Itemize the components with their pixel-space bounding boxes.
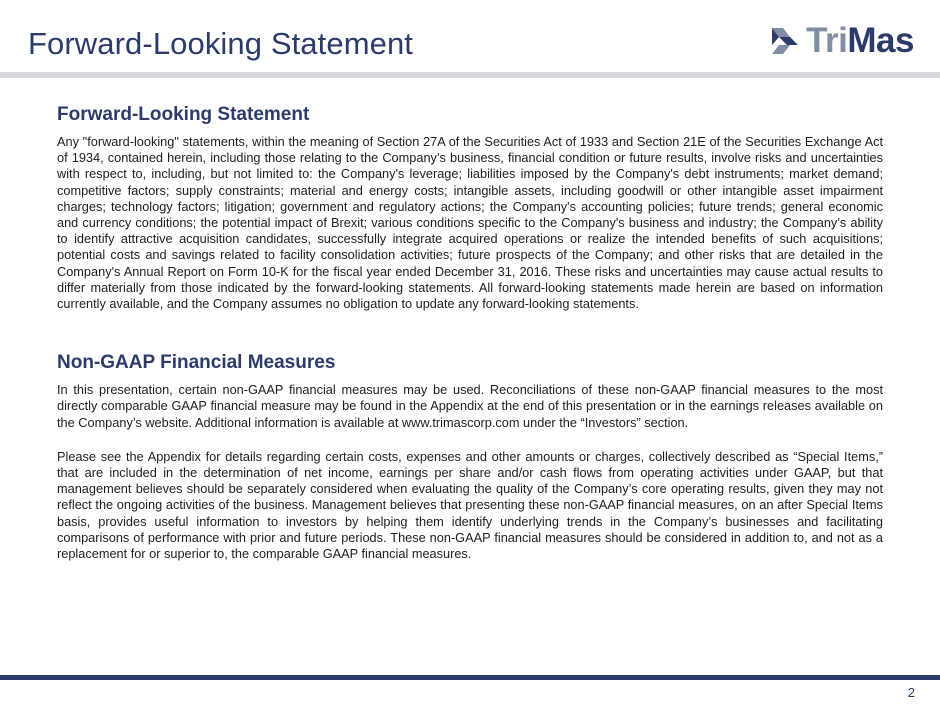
forward-looking-section <box>57 104 883 312</box>
forward-looking-heading: Forward-Looking Statement <box>57 104 310 125</box>
logo-text-tri: Tri <box>806 21 848 60</box>
trimas-logo-mark-icon <box>770 26 800 56</box>
page-number: 2 <box>907 685 915 700</box>
logo-wordmark <box>806 21 914 60</box>
trimas-logo <box>770 21 914 60</box>
non-gaap-heading: Non-GAAP Financial Measures <box>57 352 336 374</box>
slide-content <box>57 104 883 562</box>
footer-divider <box>0 675 940 680</box>
non-gaap-section <box>57 352 883 562</box>
header <box>0 0 940 72</box>
paragraph-spacer <box>57 431 883 449</box>
slide-title: Forward-Looking Statement <box>28 26 414 61</box>
header-divider <box>0 72 940 78</box>
forward-looking-body: Any "forward-looking" statements, within the meaning of Section 27A of the Securities Act of 1933 and Section 21E of the Securities Exchange Act of 1934, contained herein, including those relating to the Company’s business, financial condition or future results, involve risks and uncertainties with respect to, including, but not limited to: the Company's leverage; liabilities imposed by the Company's debt instruments; market demand; competitive factors; supply constraints; material and energy costs; intangible assets, including goodwill or other intangible asset impairment charges; technology factors; litigation; government and regulatory actions; the Company's accounting policies; future trends; general economic and currency conditions; the potential impact of Brexit; various conditions specific to the Company's business and industry; the Company’s ability to identify attractive acquisition candidates, successfully integrate acquired operations or realize the intended benefits of such acquisitions; potential costs and savings related to facility consolidation activities; future prospects of the Company; and other risks that are detailed in the Company's Annual Report on Form 10-K for the fiscal year ended December 31, 2016. These risks and uncertainties may cause actual results to differ materially from those indicated by the forward-looking statements. All forward-looking statements made herein are based on information currently available, and the Company assumes no obligation to update any forward-looking statements. <box>57 134 883 312</box>
logo-text-mas: Mas <box>847 21 914 60</box>
non-gaap-body-1: In this presentation, certain non-GAAP financial measures may be used. Reconciliations of these non-GAAP financial measures to the most directly comparable GAAP financial measure may be found in the Appendix at the end of this presentation or in the earnings releases available on the Company’s website. Additional information is available at www.trimascorp.com under the “Investors” section. <box>57 382 883 430</box>
non-gaap-body-2: Please see the Appendix for details regarding certain costs, expenses and other amounts or charges, collectively described as “Special Items,” that are included in the determination of net income, earnings per share and/or cash flows from operating activities under GAAP, but that management believes should be separately considered when evaluating the quality of the Company’s core operating results, given they may not reflect the ongoing activities of the business. Management believes that presenting these non-GAAP financial measures, on an after Special Items basis, provides useful information to investors by helping them identify underlying trends in the Company’s businesses and facilitating comparisons of performance with prior and future periods. These non-GAAP financial measures should be considered in addition to, and not as a replacement for or superior to, the comparable GAAP financial measures. <box>57 448 883 562</box>
